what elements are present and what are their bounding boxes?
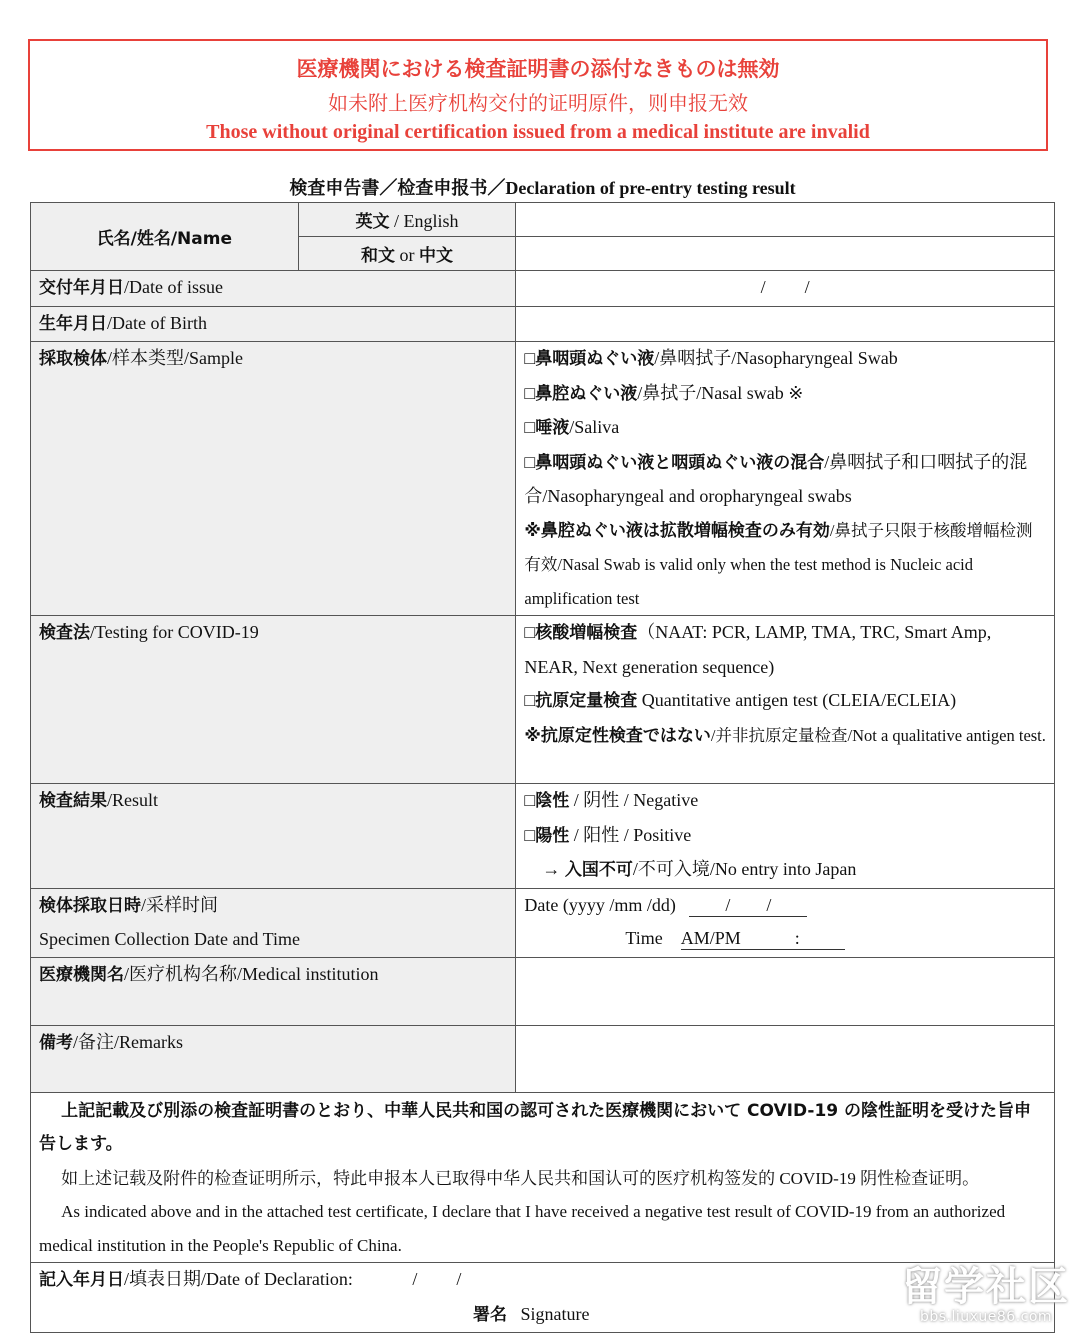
declaration-date-label-rest: /填表日期/Date of Declaration: [124, 1269, 353, 1289]
name-label-cell [31, 203, 299, 271]
option-ja: 抗原定量検査 [535, 691, 638, 711]
checkbox[interactable]: □ [524, 382, 536, 403]
testing-options [516, 616, 1055, 784]
checkbox[interactable]: □ [524, 348, 536, 368]
notice-chinese: 如未附上医疗机构交付的证明原件，则申报无效 [328, 93, 748, 115]
note-rest: /并非抗原定量检查/Not a qualitative antigen test. [710, 725, 1046, 745]
remarks-label-ja: 備考 [39, 1032, 73, 1053]
notice-japanese: 医療機関における検査証明書の添付なきものは無効 [296, 57, 780, 81]
result-label-ja: 検査結果 [39, 791, 107, 811]
english-name-field[interactable] [516, 203, 1055, 237]
document-title: 検査申告書／检查申报书／Declaration of pre-entry testing result [289, 178, 796, 198]
declaration-date-field[interactable] [393, 1269, 481, 1289]
option-rest: / 阳性 / Positive [569, 824, 692, 845]
english-name-label-cell [298, 203, 516, 237]
date-of-birth-field[interactable] [516, 306, 1055, 342]
option-rest: / 阴性 / Negative [569, 790, 699, 810]
option-rest: （NAAT: PCR, LAMP, TMA, TRC, Smart Amp, NEAR, Next generation sequence) [524, 622, 992, 677]
no-entry-note [524, 853, 1046, 888]
date-separator: / [412, 1269, 418, 1289]
consequence-rest: /不可入境/No entry into Japan [632, 859, 857, 879]
declaration-form [30, 202, 1055, 1333]
option-rest: Quantitative antigen test (CLEIA/ECLEIA) [637, 690, 957, 710]
native-label-or: or [395, 245, 420, 265]
option-ja: 核酸増幅検査 [535, 623, 638, 643]
testing-option[interactable] [524, 684, 1046, 719]
testing-option[interactable] [524, 616, 1046, 684]
testing-label [31, 616, 516, 784]
watermark-url: bbs.liuxue86.com [919, 1309, 1053, 1325]
result-label [31, 784, 516, 889]
qualitative-note [524, 719, 1046, 754]
option-ja: 鼻腔ぬぐい液 [535, 383, 638, 404]
remarks-label [31, 1025, 516, 1092]
declaration-ja: 上記記載及び別添の検査証明書のとおり、中華人民共和国の認可された医療機関において COVID-19 の陰性証明を受けた旨申告します。 [39, 1100, 1032, 1154]
sample-label-ja: 採取検体 [39, 349, 107, 369]
date-of-birth-label [31, 306, 516, 342]
result-options [516, 784, 1055, 889]
note-rest: /鼻拭子只限于核酸增幅检测有效/Nasal Swab is valid only when the test method is Nucleic acid amplification test [524, 520, 1033, 608]
institution-label-rest: /医疗机构名称/Medical institution [124, 963, 379, 984]
sample-option[interactable] [524, 411, 1046, 446]
signature-label-en: Signature [520, 1303, 590, 1324]
option-rest: /鼻咽拭子/Nasopharyngeal Swab [654, 348, 898, 368]
note-ja: ※抗原定性検査ではない [524, 725, 711, 746]
institution-label-ja: 医療機関名 [39, 964, 124, 985]
result-option-negative[interactable] [524, 784, 1046, 819]
sample-option[interactable] [524, 342, 1046, 377]
date-separator: / [456, 1269, 462, 1289]
option-ja: 鼻咽頭ぬぐい液 [535, 349, 655, 369]
arrow-right-icon: → [542, 859, 565, 879]
result-option-positive[interactable] [524, 819, 1046, 854]
collection-fields [516, 888, 1055, 957]
signature-row[interactable] [39, 1298, 1046, 1333]
option-ja: 唾液 [535, 418, 570, 438]
option-ja: 陽性 [535, 825, 570, 846]
name-label: 氏名/姓名/Name [96, 229, 233, 249]
native-name-field[interactable] [516, 237, 1055, 271]
checkbox[interactable]: □ [524, 690, 536, 710]
sample-option[interactable] [524, 377, 1046, 412]
date-format-label: Date (yyyy /mm /dd) [524, 894, 676, 915]
native-label-zh: 中文 [419, 246, 454, 266]
declaration-date-label-ja: 記入年月日 [39, 1270, 124, 1290]
date-of-issue-label-rest: /Date of issue [124, 277, 223, 297]
declaration-date-row [39, 1263, 1046, 1298]
checkbox[interactable]: □ [524, 451, 536, 472]
checkbox[interactable]: □ [524, 824, 536, 845]
checkbox[interactable]: □ [524, 790, 536, 810]
result-label-rest: /Result [107, 790, 159, 810]
declaration-zh: 如上述记载及附件的检查证明所示，特此申报本人已取得中华人民共和国认可的医疗机构签发的 COVID-19 阴性检查证明。 [61, 1168, 980, 1188]
option-ja: 鼻咽頭ぬぐい液と咽頭ぬぐい液の混合 [535, 452, 825, 473]
collection-label-en: Specimen Collection Date and Time [39, 929, 300, 949]
sample-option[interactable] [524, 446, 1046, 514]
collection-date-field[interactable]: / / [689, 894, 808, 915]
collection-time-field[interactable]: AM/PM : [680, 928, 845, 948]
date-of-issue-field[interactable] [516, 271, 1055, 307]
signature-label-ja: 署名 [473, 1304, 507, 1325]
consequence-ja: 入国不可 [564, 860, 633, 880]
english-label-ja: 英文 [355, 212, 390, 232]
checkbox[interactable]: □ [524, 622, 536, 642]
option-rest: /Saliva [569, 417, 620, 437]
collection-label-zh: /采样时间 [141, 894, 219, 915]
remarks-field[interactable] [516, 1025, 1055, 1092]
note-ja: ※鼻腔ぬぐい液は拡散増幅検査のみ有効 [524, 520, 830, 541]
checkbox[interactable]: □ [524, 417, 536, 437]
sample-label [31, 342, 516, 616]
time-label: Time [625, 928, 663, 948]
collection-label [31, 888, 516, 957]
dob-label-rest: /Date of Birth [107, 312, 207, 333]
option-ja: 陰性 [535, 791, 570, 811]
dob-label-ja: 生年月日 [39, 313, 107, 334]
date-of-issue-label-ja: 交付年月日 [39, 278, 124, 298]
native-name-label-cell [298, 237, 516, 271]
remarks-label-rest: /备注/Remarks [73, 1031, 183, 1052]
testing-label-ja: 検査法 [39, 623, 90, 643]
invalid-notice-box [28, 39, 1048, 151]
date-separator: / [760, 277, 766, 297]
watermark-logo [902, 1265, 1070, 1325]
english-label-en: / English [389, 211, 459, 231]
date-separator: / [804, 277, 810, 297]
sample-label-rest: /样本类型/Sample [107, 348, 243, 368]
sample-options [516, 342, 1055, 616]
nasal-swab-note [524, 514, 1046, 616]
testing-label-rest: /Testing for COVID-19 [90, 622, 259, 642]
collection-label-ja: 検体採取日時 [39, 895, 141, 916]
option-rest: /鼻拭子/Nasal swab ※ [637, 382, 804, 403]
declaration-date-signature [31, 1263, 1055, 1333]
declaration-statement [31, 1092, 1055, 1263]
declaration-en: As indicated above and in the attached test certificate, I declare that I have received a negative test result of COVID-19 from an authorized medical institution in the People's Republic of China. [39, 1202, 1006, 1255]
institution-label [31, 957, 516, 1025]
option-rest: /鼻咽拭子和口咽拭子的混合/Nasopharyngeal and oropharyngeal swabs [524, 451, 1028, 506]
notice-english: Those without original certification issued from a medical institute are invalid [206, 121, 870, 143]
watermark-title: 留学社区 [902, 1264, 1070, 1310]
date-of-issue-label [31, 271, 516, 307]
institution-field[interactable] [516, 957, 1055, 1025]
native-label-ja: 和文 [361, 246, 396, 266]
